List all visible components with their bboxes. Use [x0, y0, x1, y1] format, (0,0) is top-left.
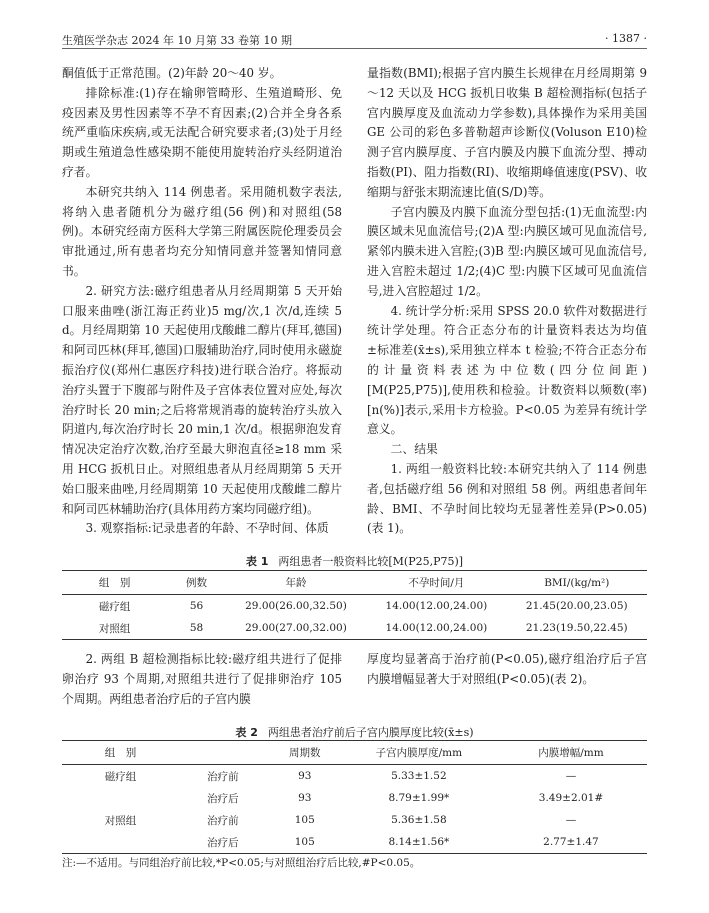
table2 [62, 740, 647, 854]
table-cell: 8.14±1.56* [343, 831, 495, 854]
table2-caption [62, 724, 647, 740]
table-row [62, 595, 647, 618]
table-cell: 治疗后 [179, 831, 267, 854]
paragraph: 2. 研究方法:磁疗组患者从月经周期第 5 天开始口服来曲唑(浙江海正药业)5 mg/次,1 次/d,连续 5 d。月经周期第 10 天起使用戊酸雌二醇片(拜耳,德国)和阿司匹林(拜耳,德国)口服辅助治疗,同时使用永磁旋振治疗仪(郑州仁惠医疗科技)进行联合治疗。将振动治疗头置于下腹部与附件及子宫体表位置对应处,每次治疗时长 20 min;之后将常规消毒的旋转治疗头放入阴道内,每次治疗时长 20 min,1 次/d。根据卵泡发育情况决定治疗次数,治疗至最大卵泡直径≥18 mm 采用 HCG 扳机日止。对照组患者从月经周期第 5 天开始口服来曲唑,月经周期第 10 天起使用戊酸雌二醇片和阿司匹林辅助治疗(具体用药方案均同磁疗组)。 [62, 283, 342, 516]
table-cell: — [565, 770, 577, 782]
table-cell: 56 [189, 600, 204, 612]
paragraph: 酮值低于正常范围。(2)年龄 20～40 岁。 [62, 66, 282, 80]
column-header: 组 别 [62, 571, 167, 595]
table-cell: 93 [298, 792, 312, 804]
table-cell: 105 [267, 831, 343, 854]
table-cell: 2.77±1.47 [495, 831, 647, 854]
paragraph: 量指数(BMI);根据子宫内膜生长规律在月经周期第 9～12 天以及 HCG 扳机日收集 B 超检测指标(包括子宫内膜厚度及血流动力学参数),具体操作为采用美国 GE 公司的彩色多普勒超声诊断仪(Voluson E10)检测子宫内膜厚度、子宫内膜及内膜下血流分型、搏动指数(PI)、阻力指数(RI)、收缩期峰值速度(PSV)、收缩期与舒张末期流速比值(S/D)等。 [367, 66, 647, 199]
table-cell: 14.00(12.00,24.00) [366, 617, 506, 640]
table-cell: 105 [294, 814, 315, 826]
page-header [62, 30, 647, 49]
table-cell: 治疗后 [207, 792, 239, 805]
table1-title: 两组患者一般资料比较[M(P25,P75)] [278, 555, 464, 568]
column-header: 周期数 [267, 741, 343, 765]
table1-caption [62, 553, 647, 569]
table1-label: 表 1 [245, 555, 269, 568]
table-cell [62, 787, 179, 809]
column-header: 例数 [167, 571, 226, 595]
column-header: 子宫内膜厚度/mm [343, 741, 495, 765]
column-header: BMI/(kg/m²) [507, 571, 647, 595]
table2-title: 两组患者治疗前后子宫内膜厚度比较(x̄±s) [267, 726, 474, 739]
table-cell: 29.00(27.00,32.00) [226, 617, 366, 640]
table-cell: 磁疗组 [98, 600, 131, 613]
column-header: 不孕时间/月 [366, 571, 506, 595]
table-cell: 58 [167, 617, 226, 640]
table-cell: 3.49±2.01# [538, 792, 604, 804]
column-header [179, 741, 267, 765]
table-row [62, 765, 647, 788]
table-row [62, 831, 647, 854]
paragraph: 1. 两组一般资料比较:本研究共纳入了 114 例患者,包括磁疗组 56 例和对照组 58 例。两组患者间年龄、BMI、不孕时间比较均无显著性差异(P>0.05)(表 1)。 [367, 461, 647, 536]
paragraph: 厚度均显著高于治疗前(P<0.05),磁疗组治疗后子宫内膜增幅显著大于对照组(P<0.05)(表 2)。 [367, 652, 647, 686]
table-cell: 29.00(26.00,32.50) [245, 600, 347, 612]
column-header: 内膜增幅/mm [495, 741, 647, 765]
table-cell: 8.79±1.99* [388, 792, 450, 804]
paragraph: 子宫内膜及内膜下血流分型包括:(1)无血流型:内膜区域未见血流信号;(2)A 型:内膜区域可见血流信号,紧邻内膜未进入宫腔;(3)B 型:内膜区域可见血流信号,进入宫腔未超过 1/2;(4)C 型:内膜下区域可见血流信号,进入宫腔超过 1/2。 [367, 204, 647, 298]
table-cell [62, 831, 179, 854]
right-column-lower [367, 650, 647, 690]
left-column-lower [62, 650, 342, 709]
left-column [62, 64, 342, 539]
paragraph: 本研究共纳入 114 例患者。采用随机数字表法,将纳入患者随机分为磁疗组(56 例)和对照组(58 例)。本研究经南方医科大学第三附属医院伦理委员会审批通过,所有患者均充分知情同意并签署知情同意书。 [62, 184, 342, 278]
table-cell: 14.00(12.00,24.00) [385, 600, 488, 612]
paragraph: 2. 两组 B 超检测指标比较:磁疗组共进行了促排卵治疗 93 个周期,对照组共进行了促排卵治疗 105 个周期。两组患者治疗后的子宫内膜 [62, 652, 342, 706]
page-number: · 1387 · [605, 32, 647, 45]
table-cell: — [565, 814, 577, 826]
table-header-row [62, 571, 647, 595]
column-header: 组 别 [62, 741, 179, 765]
table-cell: 对照组 [62, 617, 167, 640]
table-cell: 治疗前 [207, 814, 239, 827]
table-cell: 对照组 [104, 814, 137, 827]
table-cell: 21.45(20.00,23.05) [525, 600, 628, 612]
table-cell: 5.36±1.58 [391, 814, 447, 826]
journal-title: 生殖医学杂志 2024 年 10 月第 33 卷第 10 期 [62, 34, 292, 47]
table-cell: 5.33±1.52 [391, 770, 447, 782]
table-header-row [62, 741, 647, 765]
right-column [367, 64, 647, 539]
table-cell: 93 [298, 770, 312, 782]
paragraph: 4. 统计学分析:采用 SPSS 20.0 软件对数据进行统计学处理。符合正态分布的计量资料表达为均值±标准差(x̄±s),采用独立样本 t 检验;不符合正态分布的计量资料表述为中位数(四分位间距)[M(P25,P75)],使用秩和检验。计数资料以频数(率)[n(%)]表示,采用卡方检验。P<0.05 为差异有统计学意义。 [367, 303, 647, 437]
table-cell: 磁疗组 [104, 770, 137, 783]
section-heading: 二、结果 [390, 442, 438, 457]
table-row [62, 617, 647, 640]
table2-label: 表 2 [235, 726, 258, 739]
paragraph: 3. 观察指标:记录患者的年龄、不孕时间、体质 [85, 521, 329, 536]
column-header: 年龄 [226, 571, 366, 595]
table-cell: 治疗前 [207, 770, 239, 783]
paragraph: 排除标准:(1)存在输卵管畸形、生殖道畸形、免疫因素及男性因素等不孕不育因素;(2)合并全身各系统严重临床疾病,或无法配合研究要求者;(3)处于月经期或生殖道急性感染期不能使用旋转治疗头经阴道治疗者。 [62, 85, 342, 179]
table1 [62, 570, 647, 640]
table-cell: 21.23(19.50,22.45) [507, 617, 647, 640]
table-row [62, 809, 647, 831]
table-note: 注:—不适用。与同组治疗前比较,*P<0.05;与对照组治疗后比较,#P<0.05。 [62, 857, 421, 869]
table-row [62, 787, 647, 809]
